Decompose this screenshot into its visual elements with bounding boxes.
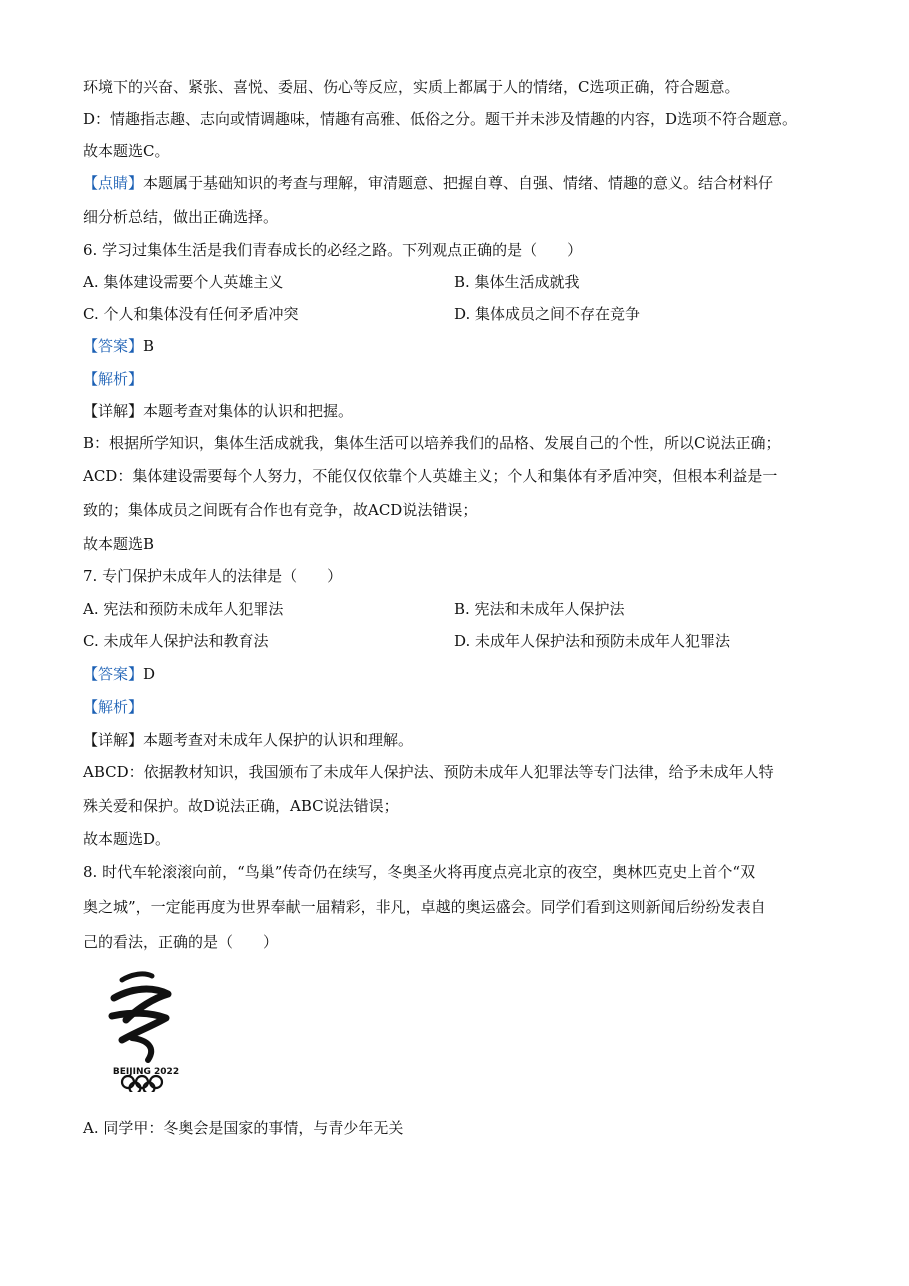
q7-detail: [83, 730, 413, 750]
q7-analysis-abcd: ABCD：依据教材知识，我国颁布了未成年人保护法、预防未成年人犯罪法等专门法律，给予未成年人特: [83, 763, 774, 781]
q7-analysis-abcd-cont: 殊关爱和保护。故D说法正确，ABC说法错误；: [83, 797, 399, 815]
olympic-rings: [122, 1076, 162, 1092]
q5-conclusion: 故本题选C。: [83, 142, 170, 160]
q6-option-b: B. 集体生活成就我: [454, 273, 580, 291]
emblem-glyph: [112, 974, 168, 1060]
comment-text: 本题属于基础知识的考查与理解，审清题意、把握自尊、自强、情绪、情趣的意义。结合材料仔: [143, 174, 774, 192]
q6-analysis-tag: 【解析】: [83, 370, 144, 388]
q5-continuation-line: 环境下的兴奋、紧张、喜悦、委屈、伤心等反应，实质上都属于人的情绪，C选项正确，符合题意。: [83, 78, 740, 96]
q7-analysis-tag: 【解析】: [83, 698, 144, 716]
q6-analysis-acd-cont: 致的；集体成员之间既有合作也有竞争，故ACD说法错误；: [83, 501, 478, 519]
detail-text: 本题考查对集体的认识和把握。: [143, 402, 354, 420]
q7-option-b: B. 宪法和未成年人保护法: [454, 600, 625, 618]
q6-option-c: C. 个人和集体没有任何矛盾冲突: [83, 305, 299, 323]
q6-answer: [83, 336, 154, 356]
q8-stem: 8. 时代车轮滚滚向前，“鸟巢”传奇仍在续写，冬奥圣火将再度点亮北京的夜空，奥林匹克史上首个“双: [83, 863, 756, 881]
q6-detail: [83, 401, 353, 421]
detail-text: 本题考查对未成年人保护的认识和理解。: [143, 731, 414, 749]
q6-analysis-acd: ACD：集体建设需要每个人努力，不能仅仅依靠个人英雄主义；个人和集体有矛盾冲突，但根本利益是一: [83, 467, 778, 485]
q5-comment-cont: 细分析总结，做出正确选择。: [83, 208, 279, 226]
q7-option-a: A. 宪法和预防未成年人犯罪法: [83, 600, 284, 618]
answer-value: B: [143, 337, 155, 355]
q5-comment: [83, 173, 773, 193]
q6-conclusion: 故本题选B: [83, 535, 155, 553]
emblem-wordmark: BEIJING 2022: [112, 1067, 180, 1077]
q8-stem-end: 己的看法，正确的是（ ）: [83, 933, 279, 951]
comment-tag: 【点睛】: [83, 174, 144, 192]
q5-option-d-analysis: D：情趣指志趣、志向或情调趣味，情趣有高雅、低俗之分。题干并未涉及情趣的内容，D选项不符合题意。: [83, 110, 798, 128]
q7-stem: 7. 专门保护未成年人的法律是（ ）: [83, 567, 343, 585]
q7-answer: [83, 664, 155, 684]
detail-tag: 【详解】: [83, 731, 144, 749]
q6-analysis-b: B：根据所学知识，集体生活成就我，集体生活可以培养我们的品格、发展自己的个性，所以C说法正确；: [83, 434, 781, 452]
q7-conclusion: 故本题选D。: [83, 830, 171, 848]
detail-tag: 【详解】: [83, 402, 144, 420]
q8-option-a: A. 同学甲：冬奥会是国家的事情，与青少年无关: [83, 1119, 404, 1137]
q7-option-d: D. 未成年人保护法和预防未成年人犯罪法: [454, 632, 731, 650]
q6-stem: 6. 学习过集体生活是我们青春成长的必经之路。下列观点正确的是（ ）: [83, 241, 583, 259]
q8-stem-cont: 奥之城”，一定能再度为世界奉献一届精彩，非凡，卓越的奥运盛会。同学们看到这则新闻后纷纷发表自: [83, 898, 766, 916]
q6-option-a: A. 集体建设需要个人英雄主义: [83, 273, 284, 291]
q7-option-c: C. 未成年人保护法和教育法: [83, 632, 269, 650]
answer-tag: 【答案】: [83, 665, 144, 683]
answer-value: D: [143, 665, 156, 683]
q6-option-d: D. 集体成员之间不存在竞争: [454, 305, 641, 323]
answer-tag: 【答案】: [83, 337, 144, 355]
beijing-2022-emblem: [92, 968, 200, 1092]
